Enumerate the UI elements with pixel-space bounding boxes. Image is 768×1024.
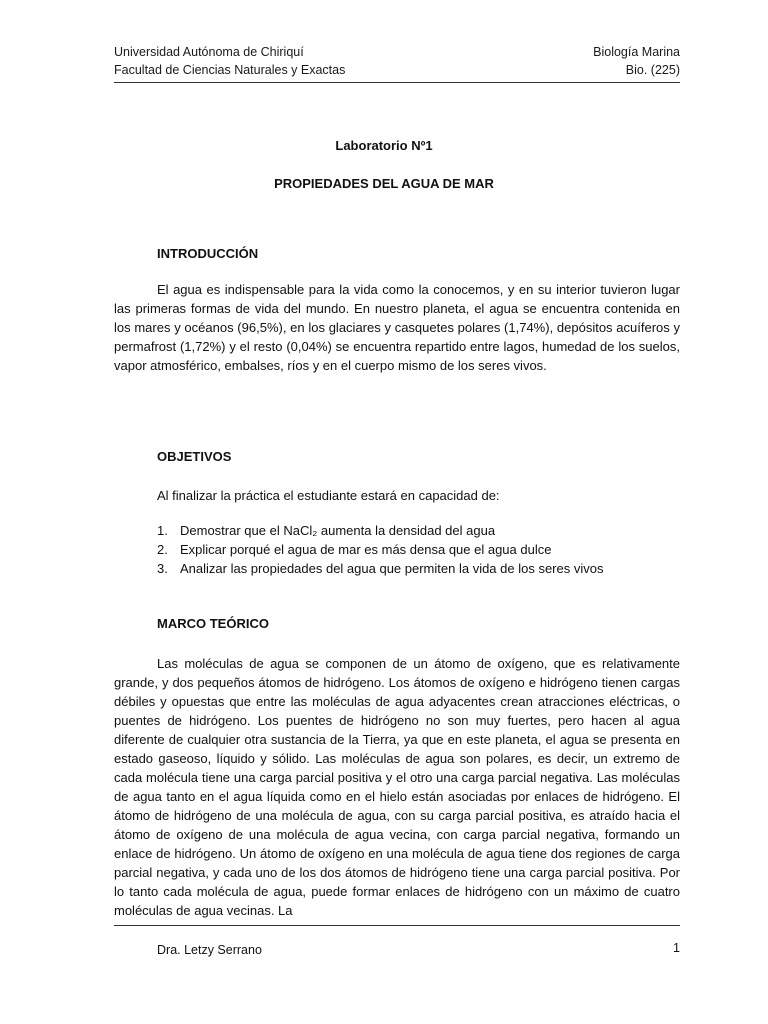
- introduccion-paragraph: El agua es indispensable para la vida como la conocemos, y en su interior tuvieron lugar las primeras formas de vida del mundo. En nuestro planeta, el agua se encuentra contenida en los mares y océanos (96,5%), en los glaciares y casquetes polares (1,74%), depósitos acuíferos y permafrost (1,72%) y el resto (0,04%) se encuentra repartido entre lagos, humedad de los suelos, vapor atmosférico, embalses, ríos y en el cuerpo mismo de los seres vivos.: [114, 282, 680, 373]
- list-item: [157, 559, 677, 578]
- list-item: [157, 540, 677, 559]
- header-divider: [114, 82, 680, 83]
- section-heading-introduccion: INTRODUCCIÓN: [157, 246, 259, 261]
- objetivos-intro: Al finalizar la práctica el estudiante estará en capacidad de:: [157, 488, 500, 503]
- header-code: Bio. (225): [625, 63, 680, 77]
- document-title: PROPIEDADES DEL AGUA DE MAR: [274, 176, 494, 191]
- header-course: Biología Marina: [593, 45, 680, 59]
- lab-title: Laboratorio Nº1: [335, 138, 433, 153]
- list-item-number: 1.: [157, 523, 168, 538]
- footer-divider: [114, 925, 680, 926]
- list-item: [157, 521, 677, 540]
- header-right: [593, 43, 680, 79]
- header-university: Universidad Autónoma de Chiriquí: [114, 45, 304, 59]
- list-item-number: 2.: [157, 542, 168, 557]
- header-faculty: Facultad de Ciencias Naturales y Exactas: [114, 63, 346, 77]
- section-heading-objetivos: OBJETIVOS: [157, 449, 232, 464]
- list-item-text: Demostrar que el NaCl₂ aumenta la densidad del agua: [180, 523, 496, 538]
- marco-teorico-paragraph: Las moléculas de agua se componen de un átomo de oxígeno, que es relativamente grande, y dos pequeños átomos de hidrógeno. Los átomos de oxígeno e hidrógeno tienen cargas débiles y opuestas que entre las moléculas de agua adyacentes crean atracciones eléctricas, o puentes de hidrógeno. Los puentes de hidrógeno no son muy fuertes, pero hacen al agua diferente de cualquier otra sustancia de la Tierra, ya que en este planeta, el agua se presenta en estado gaseoso, líquido y sólido. Las moléculas de agua son polares, es decir, un extremo de cada molécula tiene una carga parcial positiva y el otro una carga parcial negativa. Las moléculas de agua tanto en el agua líquida como en el hielo están asociadas por enlaces de hidrógeno. El átomo de hidrógeno de una molécula de agua, con su carga parcial positiva, es atraído hacia el átomo de oxígeno de una molécula de agua vecina, con carga parcial negativa, formando un enlace de hidrógeno. Un átomo de oxígeno en una molécula de agua tiene dos regiones de carga parcial negativa, y cada uno de los dos átomos de hidrógeno tiene una carga parcial positiva. Por lo tanto cada molécula de agua, puede formar enlaces de hidrógeno con un máximo de cuatro moléculas de agua vecinas. La: [114, 656, 680, 918]
- list-item-text: Explicar porqué el agua de mar es más densa que el agua dulce: [180, 542, 552, 557]
- list-item-text: Analizar las propiedades del agua que permiten la vida de los seres vivos: [180, 561, 604, 576]
- list-item-number: 3.: [157, 561, 168, 576]
- objetivos-list: [157, 521, 677, 578]
- section-heading-marco-teorico: MARCO TEÓRICO: [157, 616, 269, 631]
- footer-author: Dra. Letzy Serrano: [157, 943, 262, 957]
- page-number: 1: [673, 941, 680, 955]
- header-left: [114, 43, 345, 79]
